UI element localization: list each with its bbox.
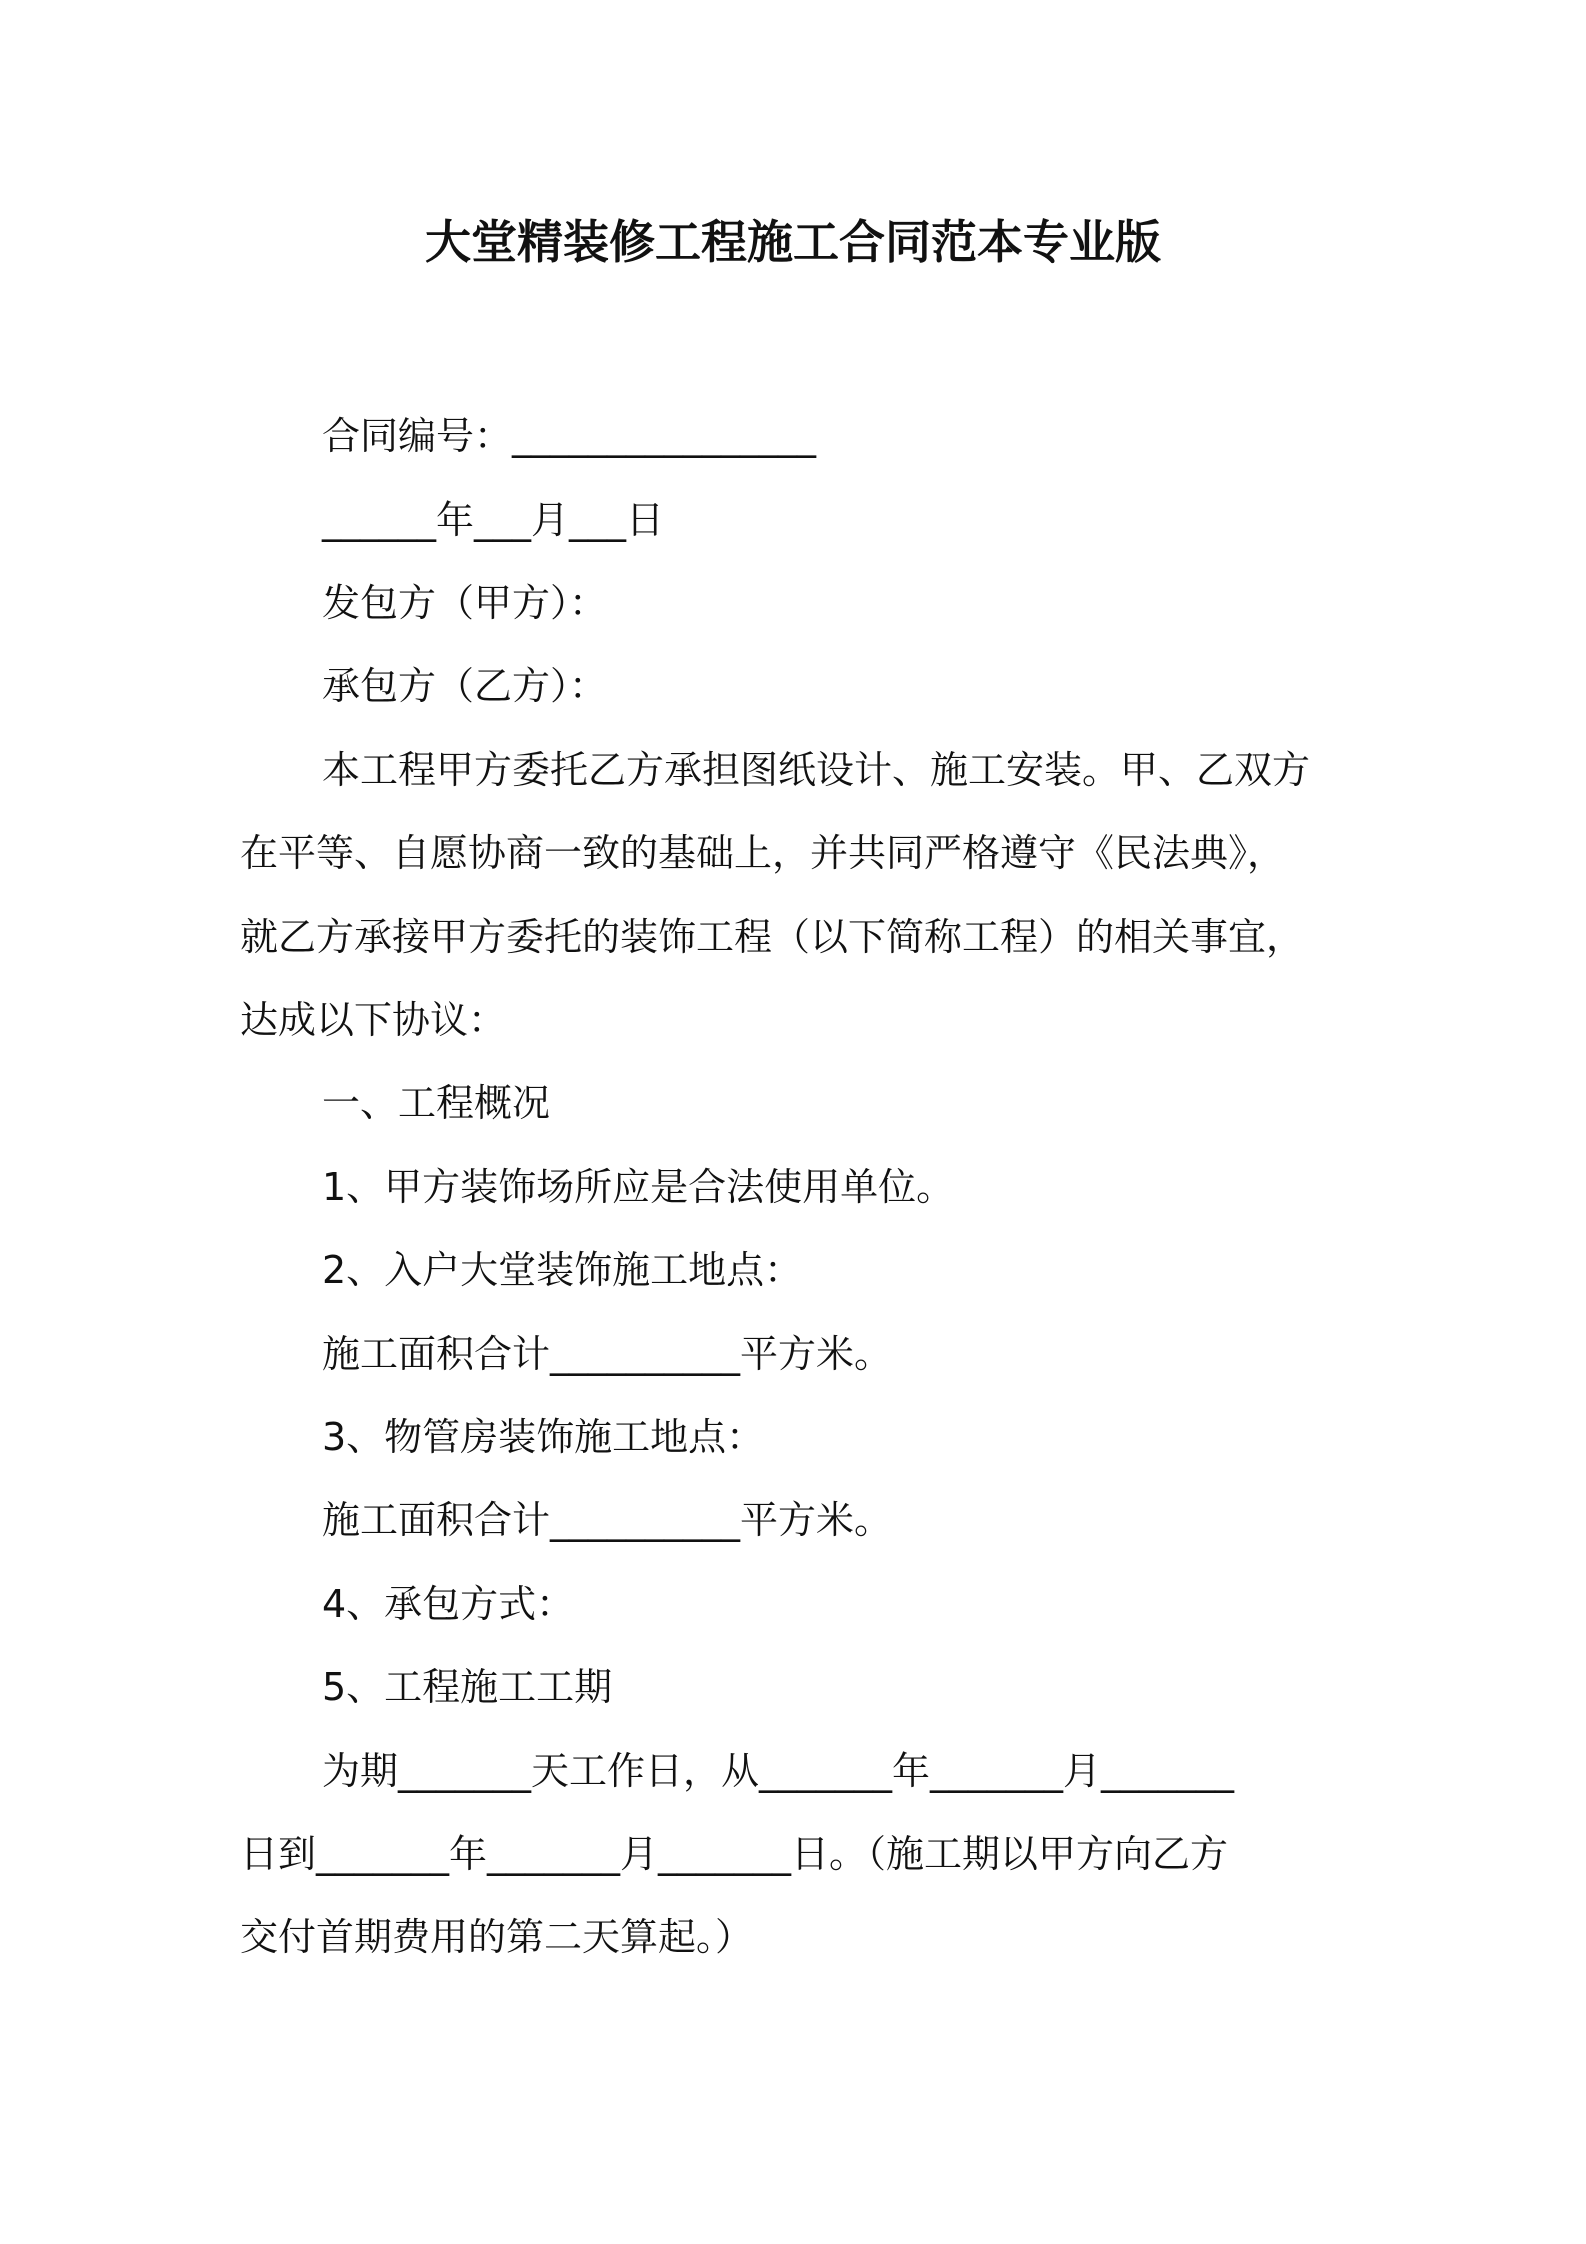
clause-1: 1、甲方装饰场所应是合法使用单位。 [322, 1165, 955, 1209]
preamble-line-2: 在平等、自愿协商一致的基础上，并共同严格遵守《民法典》， [240, 831, 1286, 875]
section-heading-overview: 一、工程概况 [322, 1081, 551, 1125]
party-a-line: 发包方（甲方）： [322, 581, 608, 625]
clause-2-area: 施工面积合计__________平方米。 [322, 1332, 893, 1376]
period-line-3: 交付首期费用的第二天算起。） [240, 1915, 754, 1959]
document-title: 大堂精装修工程施工合同范本专业版 [425, 215, 1161, 269]
clause-3: 3、物管房装饰施工地点： [322, 1415, 765, 1459]
party-b-line: 承包方（乙方）： [322, 664, 608, 708]
contract-number-line: 合同编号：________________ [322, 414, 817, 458]
preamble-line-3: 就乙方承接甲方委托的装饰工程（以下简称工程）的相关事宜， [240, 915, 1305, 959]
clause-2: 2、入户大堂装饰施工地点： [322, 1248, 803, 1292]
clause-3-area: 施工面积合计__________平方米。 [322, 1498, 893, 1542]
period-line-2: 日到_______年_______月_______日。（施工期以甲方向乙方 [240, 1832, 1229, 1876]
date-line: ______年___月___日 [322, 498, 665, 542]
preamble-line-1: 本工程甲方委托乙方承担图纸设计、施工安装。甲、乙双方 [322, 748, 1311, 792]
clause-5: 5、工程施工工期 [322, 1665, 613, 1709]
preamble-line-4: 达成以下协议： [240, 998, 507, 1042]
period-line-1: 为期_______天工作日，从_______年_______月_______ [322, 1749, 1235, 1793]
clause-4: 4、承包方式： [322, 1582, 575, 1626]
